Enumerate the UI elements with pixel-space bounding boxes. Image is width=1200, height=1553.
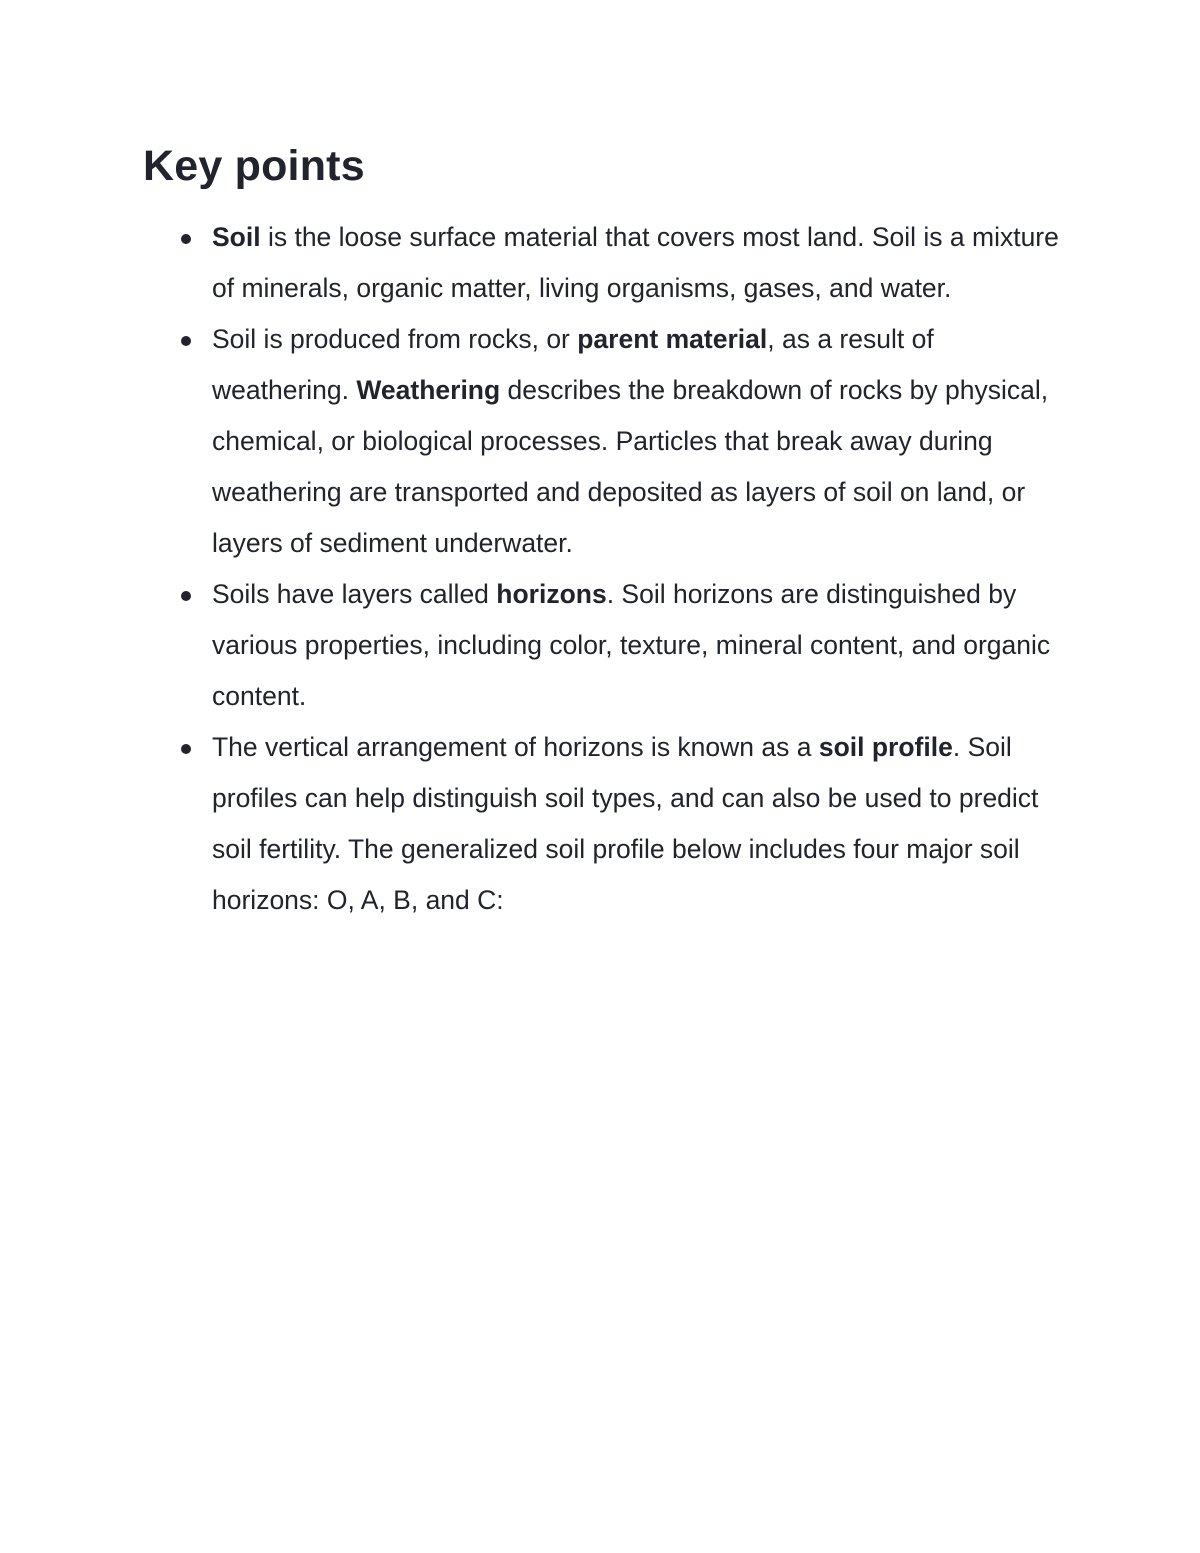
item-text: The vertical arrangement of horizons is known as a: [212, 732, 819, 762]
page-title: Key points: [143, 142, 365, 190]
key-points-list: [143, 212, 1073, 926]
list-item: [143, 722, 1073, 926]
list-item: [143, 314, 1073, 569]
item-text: Soil is produced from rocks, or: [212, 324, 578, 354]
bullet-dot-icon: [181, 591, 191, 601]
bullet-dot-icon: [181, 336, 191, 346]
item-text: describes the breakdown of rocks by physical, chemical, or biological processes. Particles that break away during weathering are transported and deposited as layers of soil on land, or layers of sediment underwater.: [212, 375, 1049, 558]
bold-term: horizons: [496, 579, 607, 609]
bullet-dot-icon: [181, 234, 191, 244]
item-text: is the loose surface material that covers most land. Soil is a mixture of minerals, organic matter, living organisms, gases, and water.: [212, 222, 1059, 303]
bold-term: soil profile: [818, 732, 953, 762]
document-body: [143, 140, 1073, 926]
bold-term: Soil: [212, 222, 261, 252]
item-text: . Soil horizons are distinguished by various properties, including color, texture, mineral content, and organic content.: [212, 579, 1051, 711]
list-item: [143, 212, 1073, 314]
list-item: [143, 569, 1073, 722]
bold-term: Weathering: [356, 375, 501, 405]
item-text: , as a result of weathering.: [212, 324, 934, 405]
bold-term: parent material: [577, 324, 768, 354]
bullet-dot-icon: [181, 744, 191, 754]
item-text: . Soil profiles can help distinguish soil types, and can also be used to predict soil fertility. The generalized soil profile below includes four major soil horizons: O, A, B, and C:: [212, 732, 1039, 915]
item-text: Soils have layers called: [212, 579, 497, 609]
